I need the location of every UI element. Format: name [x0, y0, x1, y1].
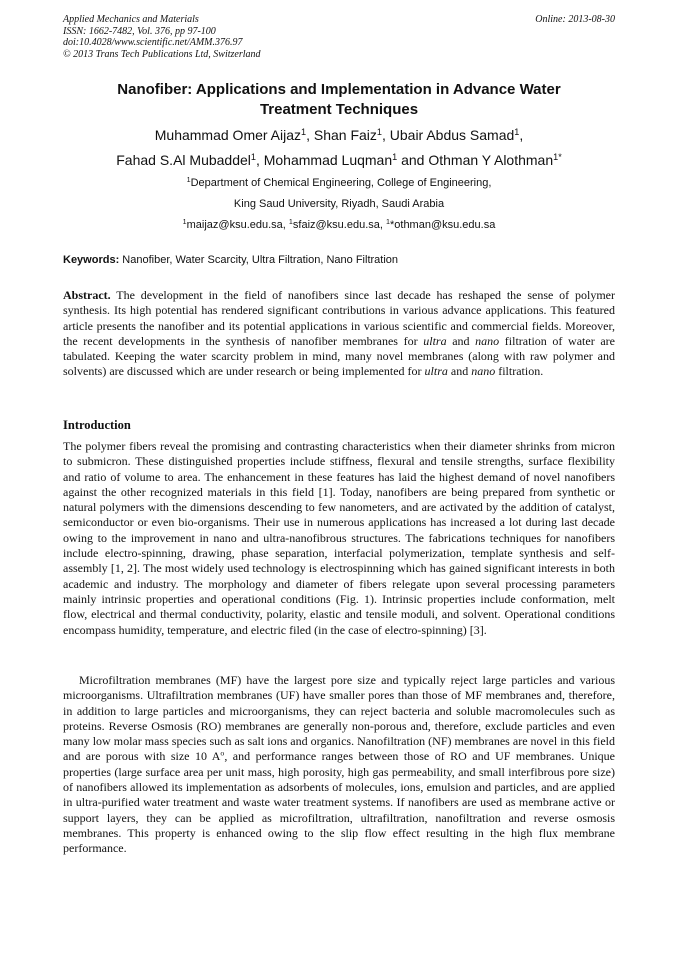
author-affil-mark: 1: [514, 127, 520, 137]
journal-header: [63, 14, 615, 60]
copyright-line: © 2013 Trans Tech Publications Ltd, Switzerland: [63, 48, 261, 60]
author-line-2: [63, 148, 615, 173]
affil-mark: 1: [186, 176, 191, 185]
abstract-text: filtration of water are tabulated. Keeping the water scarcity problem in mind, many novel membranes (along with raw polymer and solvents) are discussed which are under research or being implemented for: [63, 333, 615, 379]
paragraph-text: Microfiltration membranes (MF) have the largest pore size and typically reject large particles and various microorganisms. Ultrafiltration membranes (UF) have smaller pores than those of MF membranes and, therefore, in addition to large particles and microorganisms, they can reject bacteria and soluble macromolecules such as proteins. Reverse Osmosis (RO) membranes are generally non-porous and, therefore, exclude particles and even many low molar mass species such as salt ions and organics. Nanofiltration (NF) membranes are novel in this field and are porous with size 10 A: [63, 673, 615, 764]
author-affil-mark: 1: [392, 152, 398, 162]
affiliation-text: Department of Chemical Engineering, College of Engineering,: [190, 177, 492, 189]
author-affil-mark: 1: [301, 127, 307, 137]
keywords-line: [63, 253, 615, 267]
author-name: Mohammad Luqman: [263, 152, 393, 168]
author-affil-mark: 1: [250, 152, 256, 162]
keywords-label: Keywords:: [63, 254, 120, 266]
email-address[interactable]: maijaz@ksu.edu.sa,: [186, 219, 289, 231]
author-affil-mark: 1*: [553, 152, 562, 162]
affil-mark: 1: [182, 218, 187, 227]
journal-name: Applied Mechanics and Materials: [63, 14, 199, 25]
affiliation-line-1: [63, 173, 615, 194]
section-heading-introduction: Introduction: [63, 418, 131, 432]
abstract-text: and: [447, 364, 472, 379]
author-separator: ,: [519, 127, 524, 143]
affiliation-block: [63, 173, 615, 236]
paper-title: [63, 80, 615, 120]
author-name: Shan Faiz: [313, 127, 377, 143]
abstract-italic: nano: [471, 364, 496, 379]
author-list: [63, 123, 615, 173]
abstract-text: The development in the field of nanofibers since last decade has reshaped the sense of polymer synthesis. Its high potential has rendered significant contributions in various advance applications. This featured article presents the nanofiber and its potential applications in various scientific and commercial fields. Moreover, the recent developments in the synthesis of nanofiber membranes for: [63, 288, 615, 348]
author-affil-mark: 1: [376, 127, 382, 137]
author-line-1: [63, 123, 615, 148]
abstract-paragraph: [63, 288, 615, 380]
author-name: Muhammad Omer Aijaz: [154, 127, 302, 143]
abstract-text: and: [446, 333, 476, 348]
abstract-text: filtration.: [495, 364, 544, 379]
email-address[interactable]: sfaiz@ksu.edu.sa,: [292, 219, 386, 231]
title-line-2: Treatment Techniques: [259, 101, 419, 118]
author-separator: ,: [381, 127, 390, 143]
author-name: Fahad S.Al Mubaddel: [116, 152, 251, 168]
online-date: Online: 2013-08-30: [535, 14, 615, 25]
doi-line[interactable]: doi:10.4028/www.scientific.net/AMM.376.97: [63, 37, 243, 48]
keywords-text: Nanofiber, Water Scarcity, Ultra Filtration, Nano Filtration: [119, 254, 399, 266]
angstrom-degree-mark: o: [220, 749, 225, 759]
author-separator: and: [397, 152, 429, 168]
abstract-italic: ultra: [424, 364, 448, 379]
abstract-italic: ultra: [423, 333, 447, 348]
abstract-label: Abstract.: [63, 288, 111, 302]
affil-mark: 1: [288, 218, 293, 227]
author-separator: ,: [255, 152, 264, 168]
author-name: Othman Y Alothman: [428, 152, 554, 168]
paragraph-text: , and performance ranges between those of RO and UF membranes. Unique properties (large surface area per unit mass, high porosity, high gas permeability, and small interfibrous pore size) of nanofibers allowed its implementation as adsorbents of molecules, ions, emulsion and particles, and are applied in ultra-purified water treatment and waste water treatment systems. If nanofibers are used as membrane active or support layers, they can be applied as microfiltration, ultrafiltration, nanofiltration and reverse osmosis membranes. This property is enhanced owing to the slip flow effect resulting in the high flux membrane performance.: [63, 749, 615, 856]
email-address[interactable]: *othman@ksu.edu.sa: [389, 219, 496, 231]
affil-mark: 1: [386, 218, 390, 227]
introduction-paragraph-1: The polymer fibers reveal the promising and contrasting characteristics when their diameter shrinks from micron to submicron. These distinguished properties include stiffness, flexural and tensile strengths, surface flexibility and ratio of volume to area. The enhancement in these features has laid the highest demand of novel nanofibers against the other recognized materials in this field [1]. Today, nanofibers are being prepared from synthetic or natural polymers with the dimensions descending to few nanometers, and are activated by the addition of catalyst, semiconductor or even bio-organisms. Their use in numerous applications has increased a lot during last decade owing to the improvement in nano and ultra-nanofibrous structures. The fabrications techniques for nanofibers include electro-spinning, drawing, phase separation, interfacial polymerization, template synthesis and self-assembly [1, 2]. The most widely used technology is electrospinning which has gained significant interests in both academic and industry. The morphology and diameter of fibers relegate upon several processing parameters mainly intrinsic properties and operational conditions (Fig. 1). Intrinsic properties include conformation, melt flow, electrical and thermal conductivity, polarity, elastic and tensile moduli, and solvent. Operational conditions encompass humidity, temperature, and electric filed (in the case of electro-spinning) [3].: [63, 439, 615, 637]
title-line-1: Nanofiber: Applications and Implementation in Advance Water: [117, 81, 561, 98]
issn-line: ISSN: 1662-7482, Vol. 376, pp 97-100: [63, 25, 216, 37]
author-separator: ,: [306, 127, 314, 143]
introduction-paragraph-2: [63, 673, 615, 857]
abstract-italic: nano: [475, 333, 500, 348]
email-line: [63, 215, 615, 236]
author-name: Ubair Abdus Samad: [389, 127, 515, 143]
affiliation-line-2: King Saud University, Riyadh, Saudi Arabia: [233, 198, 445, 210]
